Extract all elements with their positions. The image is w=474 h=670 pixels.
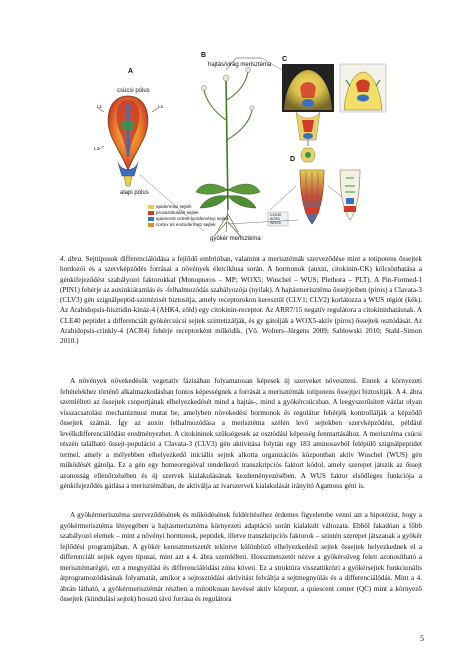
cell-label: L1: [97, 104, 103, 109]
legend-swatch: [148, 223, 154, 227]
apical-pole-label: csúcsi pólus: [117, 88, 150, 94]
root-meristem-label: gyökér merisztéma: [210, 236, 261, 242]
paragraph: A növények növekedésük vegetatív fázisában folyamatosan képesek új szerveket növeszteni. Ennek a környezeti feltételekhez történő alkalmazkodásban fontos képességnek a forrását a merisztémák totipotens őssejtjei biztosítják. A 4. ábra szemlélteti az őssejtek csoportjának elhelyezkedését mind a hajtás-, mind a gyökércsúcsban. A leegyszerűsített vázlat olyan visszacsatolási mechanizmust mutat be, amelyben növekedési hormonok és regulátor fehérjék kontrollálják a képződő őssejtek számát. Így az auxin felhalmozódása a merisztéma szélén levő sejtekben szervképződést, például levélkdifferenciálódást eredményezhet. A citokininek szükségesek az osztódási képesség fenntartásához. A merisztéma csúcsi részén található őssejt-populáció a Clavata-3 (CLV3) gén aktivitása folytán egy 183 aminosavból felépülő szignálpeptidet termel, amely a mélyebben elhelyezkedő iniciális sejtek alkotta organizációs központban aktív Wuschel (WUS) gén működését gátolja. Ez a gén egy homeoregióval rendelkező transzkripciós faktort kódol, amely szerepet játszik az őssejt azonosság ellenőrzésében és új szervek kialakulásának kezdeményezésében. A WUS faktor elsődleges funkciója a génkifejeződés gátlása a merisztémában, de aktiválja az ivarszervek kialakulását irányító Agamous gént is.: [60, 377, 422, 491]
mini-label: ACR4: [270, 217, 280, 221]
page-number: 5: [420, 634, 424, 643]
caption-label: ábra.: [67, 255, 84, 263]
paragraph: A gyökérmerisztéma szerveződésének és működésének feldérítéséhez érdemes figyelembe venni azt a hipotézist, hogy a gyökérmerisztéma lényegében a hajtásmerisztéma környezeti adaptáció során kialakult változata. Ebből fakadóan a főbb szabályozó elemek – mint a növényi hormonok, peptidek, illetve transzkripciós faktorok – szintén szerepet játszanak a gyökér fejlődési programjában. A gyökér keresztmetszetét tekintve különböző elhelyezkedésű sejtek őssejtek helyezkednek el a differenciált sejtek egyes típusai, mint azt a 4. ábra szemlélteti. Hosszmetszetét nézve a gyökérsüveg felett azonosítható a merisztémarégió, ezt a megnyúlási és differenciálódási zóna követi. Ez a struktúra visszatükrözi a gyökérsejtek funkcionális átprogramozódásának folyamatát, amikor a sejtosztódási aktivitást felváltja a sejtmegnyúlás és a differenciálódás. Mint a 4. ábrán látható, a gyökérmerisztémát részben a mitotikusan kevéssé aktív központ, a quiescent center (QC) mint a környező őssejtek (kiindulási sejtek) hosszú távú forrása és regulátora: [60, 511, 422, 604]
legend-item: [148, 216, 229, 221]
caption-number: 4.: [60, 255, 66, 263]
legend-label: epidermisz sejtek: [156, 204, 192, 209]
legend-item: [148, 210, 199, 215]
legend-item: [148, 204, 192, 209]
legend-item: [148, 222, 216, 227]
figure-4: [0, 0, 474, 250]
basal-pole-label: alapi pólus: [120, 190, 149, 196]
mini-label: CLE40: [270, 213, 281, 217]
panel-b-label: B: [201, 52, 207, 59]
legend-swatch: [148, 211, 154, 215]
figure-graphic: [0, 0, 474, 250]
cell-label: L3: [94, 146, 100, 151]
legend-swatch: [148, 217, 154, 221]
embryo-drawing: [98, 96, 158, 186]
shoot-meristem-drawing: [282, 64, 386, 162]
figure-caption: [60, 254, 422, 347]
panel-a-label: A: [128, 68, 134, 75]
legend-label: provaszkuláris sejtek: [156, 210, 199, 215]
panel-c-label: C: [282, 56, 288, 63]
legend-label: cortex és endodermisz sejtek: [156, 222, 216, 227]
plant-drawing: [196, 58, 262, 238]
legend-label: quiescent center kezdeményi sejtek: [156, 216, 229, 221]
shoot-meristem-label: hajtás/virág merisztéma: [208, 62, 272, 68]
panel-d-label: D: [290, 156, 296, 163]
legend-swatch: [148, 205, 154, 209]
root-meristem-drawing: [268, 170, 360, 226]
caption-text: Sejttípusok differenciálódása a fejlődő embrióban, valamint a merisztémák szerveződése mint a totipotens őssejtek hordozói és a szervképződés forrásai a növények életciklusa során. A hormonok (auxin, citokinin-CK) kölcsönhatása a génkifejeződést szabályozó faktorokkal (Monopteros – MP; WOX5; Wuschel – WUS; Plethora – PLT). A Pin-Formed-1 (PIN1) fehérje az auxinkiáramlás és -felhalmozódás szabályozója (nyilak). A hajtásmerisztéma őssejtjeiben (piros) a Clavata-3 (CLV3) gén szignálpeptid-szintézisét biztosítja, amely receptorokon keresztül (CLV1; CLV2) korlátozza a WUS régiót (kék). Az Arabidopsis-hisztidin-kináz-4 (AHK4, zöld) egy citokinin-receptor. Az ARR7/15 negatív regulátora a citokininhatásnak. A CLE40 peptidet a differenciált gyökércsúcsi sejtek szintetizálják, és gy gátolják a WOX5-aktív (piros) őssejtek osztódását. Az Arabidopsis-crinkly-4 (ACR4) fehérje receptorként működik. (Vö. Wolters–Jürgens 2009; Sablowski 2010; Stahl–Simon 2010.): [60, 255, 422, 346]
cell-label: L2: [158, 104, 164, 109]
mini-label: WOX5: [270, 221, 281, 225]
